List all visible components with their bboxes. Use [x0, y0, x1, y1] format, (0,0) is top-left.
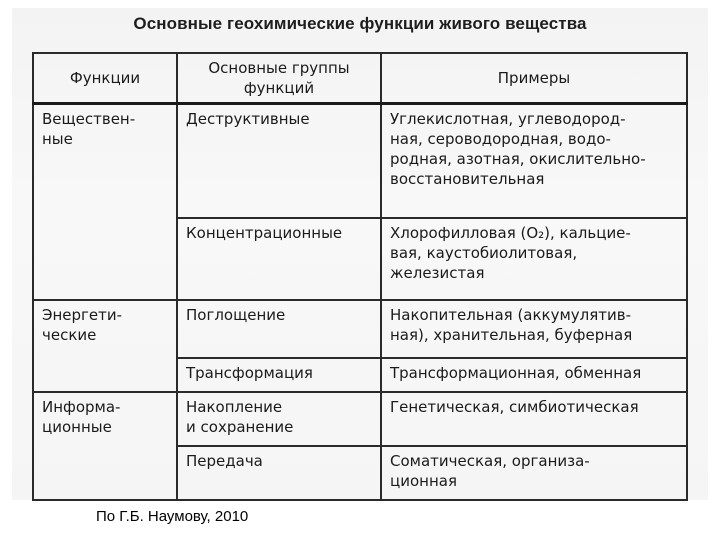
examples-transformation: Трансформационная, обменная: [381, 358, 687, 392]
function-material: Веществен- ные: [33, 104, 177, 301]
group-concentration: Концентрационные: [177, 218, 381, 300]
examples-absorption: Накопительная (аккумулятив- ная), хранительная, буферная: [381, 300, 687, 358]
group-accumulation: Накопление и сохранение: [177, 392, 381, 446]
source-citation: По Г.Б. Наумову, 2010: [96, 508, 249, 525]
group-transfer: Передача: [177, 446, 381, 500]
header-groups: Основные группы функций: [177, 53, 381, 104]
examples-accumulation: Генетическая, симбиотическая: [381, 392, 687, 446]
examples-destructive: Углекислотная, углеводород- ная, сероводородная, водо- родная, азотная, окислительно- восстановительная: [381, 104, 687, 219]
function-energy: Энергети- ческие: [33, 300, 177, 392]
header-functions: Функции: [33, 53, 177, 104]
group-absorption: Поглощение: [177, 300, 381, 358]
table-row: [33, 104, 687, 219]
table-row: [33, 300, 687, 358]
header-examples: Примеры: [381, 53, 687, 104]
table-header-row: [33, 53, 687, 104]
examples-transfer: Соматическая, организа- ционная: [381, 446, 687, 500]
group-destructive: Деструктивные: [177, 104, 381, 219]
functions-table: [32, 52, 688, 501]
examples-concentration: Хлорофилловая (O₂), кальцие- вая, каустобиолитовая, железистая: [381, 218, 687, 300]
function-information: Информа- ционные: [33, 392, 177, 500]
group-transformation: Трансформация: [177, 358, 381, 392]
page-title: Основные геохимические функции живого вещества: [133, 14, 587, 33]
table-row: [33, 392, 687, 446]
